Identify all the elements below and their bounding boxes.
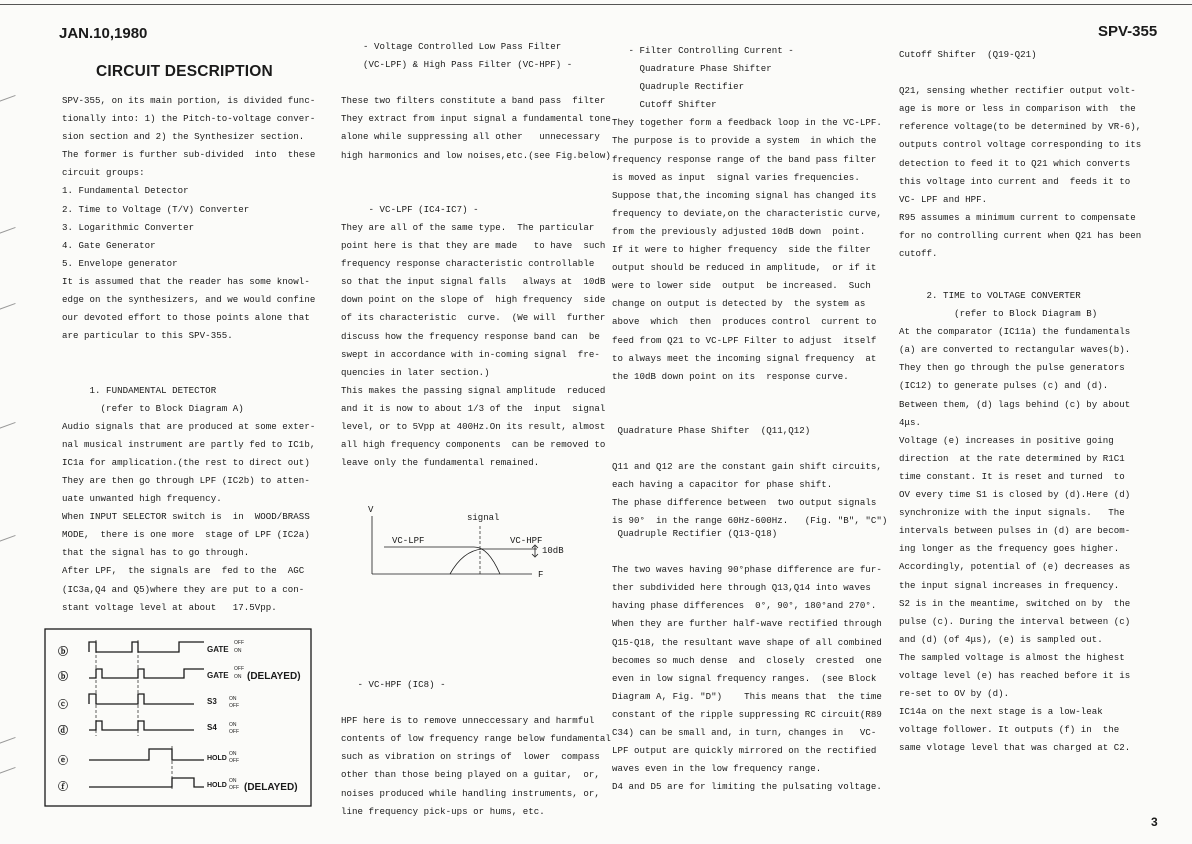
gate-delayed-state-bottom: ON — [234, 674, 242, 680]
column-3-text-bottom: Quadruple Rectifier (Q13-Q18) The two waves having 90°phase difference are fur- ther subdivided here through Q13,Q14 into waves having phase differences 0°, 90°, 180°and 270°. When they are further half-wave rectified through Q15-Q18, the resultant wave shape of all combined becomes so much dense and closely crested one even in low signal frequency ranges. (see Block Diagram A, Fig. "D") This means that the time constant of the ripple suppressing RC circuit(R89 C34) can be small and, in turn, changes in VC- LPF output are quickly mirrored on the rectified waves even in the low frequency range. D4 and D5 are for limiting the pulsating voltage. — [612, 528, 882, 793]
s4-state-top: ON — [229, 722, 237, 728]
filter-response-figure — [362, 500, 572, 585]
hold-waveform — [89, 749, 204, 760]
column-1-text: SPV-355, on its main portion, is divided func- tionally into: 1) the Pitch-to-voltage conver- sion section and 2) the Synthesizer section. The former is further sub-divided into these circuit groups: 1. Fundamental Detector 2. Time to Voltage (T/V) Converter 3. Logarithmic Converter 4. Gate Generator 5. Envelope generator It is assumed that the reader has some knowl- edge on the synthesizers, and we would confine our devoted effort to those points alone that are particular to this SPV-355. 1. FUNDAMENTAL DETECTOR (refer to Block Diagram A) Audio signals that are produced at some exter- nal musical instrument are partly fed to IC1b, IC1a for amplication.(the rest to direct out) They are then go through LPF (IC2b) to atten- uate unwanted high frequency. When INPUT SELECTOR switch is in WOOD/BRASS MODE, there is one more stage of LPF (IC2a) that the signal has to go through. After LPF, the signals are fed to the AGC (IC3a,Q4 and Q5)where they are put to a con- stant voltage level at about 17.5Vpp. — [62, 95, 316, 613]
row-marker: ⓕ — [58, 782, 68, 793]
column-4-text-bottom: 2. TIME to VOLTAGE CONVERTER (refer to Block Diagram B) At the comparator (IC11a) the fundamentals (a) are converted to rectangular waves(b). They then go through the pulse generators (IC12) to generate pulses (c) and (d). Between them, (d) lags behind (c) by about 4μs. Voltage (e) increases in positive going direction at the rate determined by R1C1 time constant. It is reset and turned to OV every time S1 is closed by (d).Here (d) synchronize with the input signals. The intervals between pulses in (d) are becom- ing longer as the frequency goes higher. Accordingly, potential of (e) decreases as the input signal increases in frequency. S2 is in the meantime, switched on by the pulse (c). During the interval between (c) and (d) (of 4μs), (e) is sampled out. The sampled voltage is almost the highest voltage level (e) has reached before it is re-set to OV by (d). IC14a on the next stage is a low-leak voltage follower. It outputs (f) in the same vlotage level that was charged at C2. — [899, 290, 1131, 754]
hold-state-top: ON — [229, 751, 237, 757]
gate-delayed-label: GATE — [207, 671, 229, 680]
hold-label: HOLD — [207, 755, 227, 762]
figure-hpf-label: VC-HPF — [510, 536, 543, 546]
top-rule — [0, 4, 1192, 5]
gate-delayed-state-top: OFF — [234, 666, 244, 672]
s4-waveform — [89, 721, 194, 730]
model-number: SPV-355 — [1098, 23, 1158, 40]
s3-state-bottom: OFF — [229, 703, 239, 709]
hold-delayed-note: (DELAYED) — [244, 782, 298, 793]
hold-delayed-label: HOLD — [207, 782, 227, 789]
column-2-text-bottom: - VC-HPF (IC8) - HPF here is to remove unneccessary and harmful contents of low frequency range below fundamental such as vibration on strings of lower compass other than those being played on a guitar, or, noises produced while handling instruments, or, line frequency pick-ups or hums, etc. — [341, 679, 611, 817]
column-2-text-top: - Voltage Controlled Low Pass Filter (VC-LPF) & High Pass Filter (VC-HPF) - These two filters constitute a band pass filter They extract from input signal a fundamental tone alone while suppressing all other unnecessary high harmonics and low noises,etc.(see Fig.below) - VC-LPF (IC4-IC7) - They are all of the same type. The particular point here is that they are made to have such frequency response characteristic controllable so that the input signal falls always at 10dB down point on the slope of high frequency side of its characteristic curve. (We will further discuss how the frequency response band can be swept in accordance with in-coming signal fre- quencies in later section.) This makes the passing signal amplitude reduced and it is now to about 1/3 of the input signal level, or to 5Vpp at 400Hz.On its result, almost all high frequency components can be removed to leave only the fundamental remained. — [341, 41, 611, 469]
timing-diagram-frame — [45, 629, 311, 806]
hold-state-bottom: OFF — [229, 758, 239, 764]
row-marker: ⓑ — [58, 672, 68, 683]
s4-state-bottom: OFF — [229, 729, 239, 735]
hold-delayed-waveform — [89, 778, 204, 787]
column-4-text-top: Cutoff Shifter (Q19-Q21) Q21, sensing whether rectifier output volt- age is more or less in comparison with the reference voltage(to be determined by VR-6), outputs control voltage corresponding to its detection to feed it to Q21 which converts this voltage into current and feeds it to VC- LPF and HPF. R95 assumes a minimum current to compensate for no controlling current when Q21 has been cutoff. — [899, 49, 1142, 260]
gate-state-bottom: ON — [234, 648, 242, 654]
row-marker: ⓔ — [58, 756, 68, 767]
gate-state-top: OFF — [234, 640, 244, 646]
row-marker: ⓓ — [58, 726, 68, 737]
gate-label: GATE — [207, 645, 229, 654]
gate-delayed-note: (DELAYED) — [247, 671, 301, 682]
s3-state-top: ON — [229, 696, 237, 702]
figure-x-axis-label: F — [538, 570, 544, 580]
figure-signal-label: signal — [467, 513, 500, 523]
figure-attenuation-label: 10dB — [542, 546, 564, 556]
gate-waveform — [89, 642, 204, 652]
column-3-text-top: - Filter Controlling Current - Quadrature Phase Shifter Quadruple Rectifier Cutoff Shifter They together form a feedback loop in the VC-LPF. The purpose is to provide a system in which the frequency response range of the band pass filter is moved as input signal varies frequencies. Suppose that,the incoming signal has changed its frequency to deviate,on the characteristic curve, from the previously adjusted 10dB down point. If it were to higher frequency side the filter output should be reduced in amplitude, or if it were to lower side output be increased. Such change on output is detected by the system as above which then produces control current to feed from Q21 to VC-LPF Filter to adjust itself to always meet the incoming signal frequency at the 10dB down point on its response curve. Quadrature Phase Shifter (Q11,Q12) Q11 and Q12 are the constant gain shift circuits, each having a capacitor for phase shift. The phase difference between two output signals is 90° in the range 60Hz-600Hz. (Fig. "B", "C") — [612, 45, 888, 527]
row-marker: ⓒ — [58, 700, 68, 711]
s4-label: S4 — [207, 723, 217, 732]
figure-y-axis-label: V — [368, 505, 374, 515]
s3-label: S3 — [207, 697, 217, 706]
lpf-response-curve — [384, 547, 500, 574]
page-number: 3 — [1151, 815, 1158, 829]
s3-waveform — [89, 694, 194, 704]
figure-lpf-label: VC-LPF — [392, 536, 425, 546]
hold-delayed-state-top: ON — [229, 778, 237, 784]
page-title: CIRCUIT DESCRIPTION — [96, 63, 273, 80]
gate-delayed-waveform — [89, 669, 204, 678]
margin-marks — [0, 0, 20, 844]
row-marker: ⓑ — [58, 647, 68, 658]
hold-delayed-state-bottom: OFF — [229, 785, 239, 791]
timing-diagram — [44, 628, 312, 808]
document-date: JAN.10,1980 — [59, 25, 148, 42]
